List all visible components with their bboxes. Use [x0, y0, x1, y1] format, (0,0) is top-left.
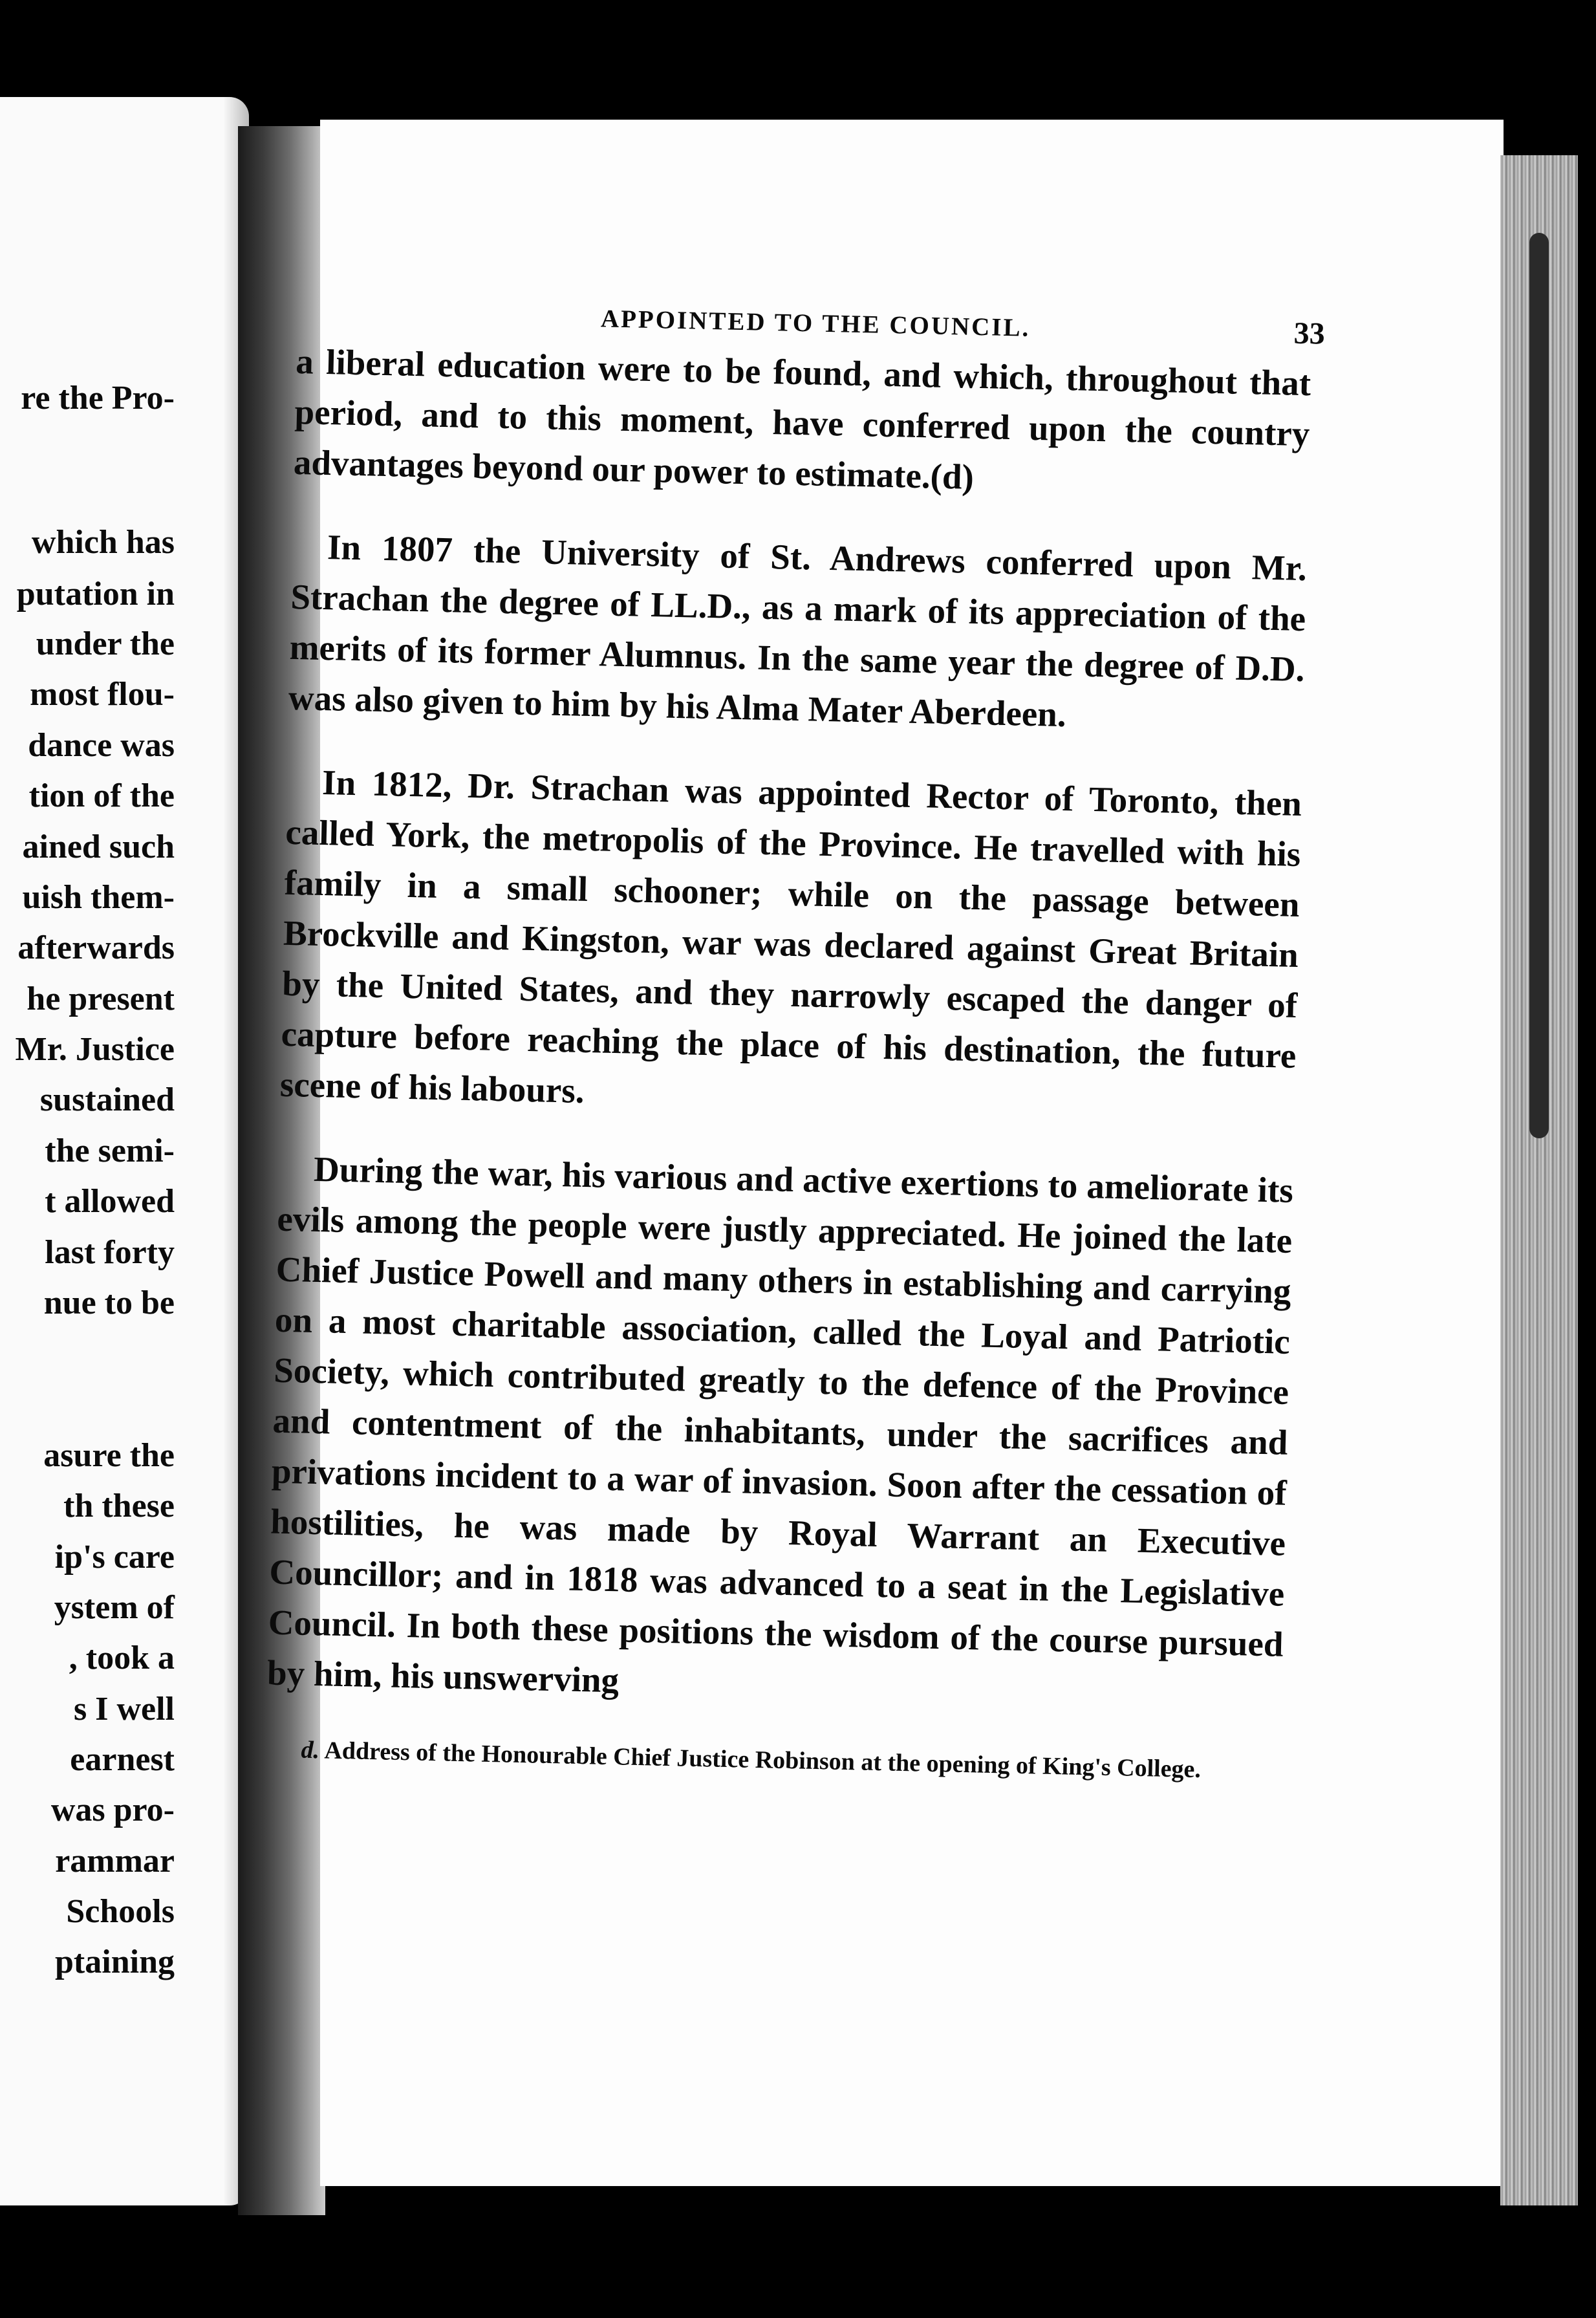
left-page-line: t allowed — [45, 1183, 175, 1220]
left-page-line: Schools — [66, 1893, 175, 1930]
page-text-block — [265, 285, 1326, 1785]
running-head-title: APPOINTED TO THE COUNCIL. — [600, 305, 1031, 342]
paragraph-continuation: a liberal education were to be found, and which, throughout that period, and to this moment, have conferred upon the country advantages beyond our power to estimate.(d) — [293, 341, 1311, 497]
left-page-line: afterwards — [17, 929, 175, 966]
paragraph-1807: In 1807 the University of St. Andrews conferred upon Mr. Strachan the degree of LL.D., as a mark of its appreciation of the merits of its former Alumnus. In the same year the degree of D.D. was also given to him by his Alma Mater Aberdeen. — [288, 527, 1308, 735]
left-page-line: Mr. Justice — [15, 1031, 175, 1068]
left-page-line: most flou- — [30, 676, 175, 713]
left-page-line: asure the — [43, 1437, 175, 1474]
left-page — [0, 97, 249, 2205]
left-page-line: ptaining — [55, 1944, 175, 1980]
left-page-line: s I well — [74, 1691, 175, 1728]
left-page-line: ip's care — [54, 1539, 175, 1576]
left-page-line: was pro- — [50, 1792, 175, 1828]
left-page-line: th these — [63, 1488, 175, 1524]
left-page-line: re the Pro- — [21, 380, 175, 417]
left-page-line: he present — [27, 980, 175, 1017]
left-page-line: under the — [36, 625, 175, 662]
left-page-line: earnest — [70, 1741, 175, 1778]
left-page-line: dance was — [28, 727, 175, 764]
footnote-text: Address of the Honourable Chief Justice Robinson at the opening of King's College. — [324, 1737, 1202, 1784]
left-page-line: uish them- — [22, 879, 175, 916]
left-page-line: which has — [31, 524, 175, 561]
left-page-line: nue to be — [43, 1284, 175, 1321]
paragraph-war: During the war, his various and active exertions to ameliorate its evils among the people were justly appreciated. He joined the late Chief Justice Powell and many others in establishing and carrying on a most charitable association, called the Loyal and Patriotic Society, which contributed greatly to the defence of the Province and contentment of the inhabitants, under the sacrifices and privations incident to a war of invasion. Soon after the cessation of hostilities, he was made by Royal Warrant an Executive Councillor; and in 1818 was advanced to a seat in the Legislative Council. In both these positions the wisdom of the course pursued by him, his unswerving — [266, 1149, 1294, 1700]
left-page-line: rammar — [55, 1843, 175, 1879]
left-page-line: ained such — [22, 829, 175, 865]
footnote-mark: d. — [301, 1736, 320, 1764]
page-number: 33 — [1293, 316, 1326, 351]
page-edge — [1500, 155, 1578, 2205]
left-page-line: the semi- — [45, 1132, 175, 1169]
left-page-line: , took a — [69, 1640, 175, 1676]
left-page-line: sustained — [39, 1081, 175, 1118]
left-page-line: ystem of — [54, 1589, 175, 1626]
left-page-line: tion of the — [28, 777, 175, 814]
paragraph-1812: In 1812, Dr. Strachan was appointed Rector of Toronto, then called York, the metropolis of the Province. He travelled with his family in a small schooner; while on the passage between Brockville and Kingston, war was declared against Great Britain by the United States, and they narrowly escaped the danger of capture before reaching the place of his destination, the future scene of his labours. — [279, 763, 1302, 1110]
left-page-line: last forty — [45, 1234, 175, 1271]
left-page-line: putation in — [16, 576, 175, 612]
